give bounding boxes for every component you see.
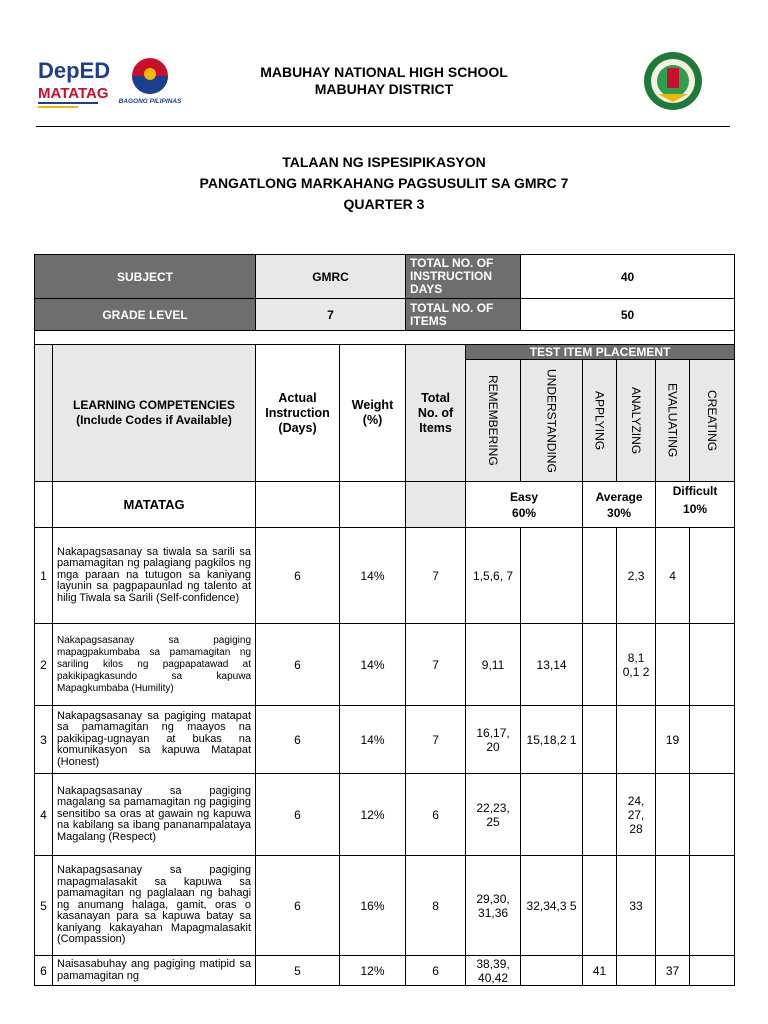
days-cell: 6 <box>256 774 340 856</box>
grade-row <box>35 299 735 331</box>
competencies-header: LEARNING COMPETENCIES (Include Codes if Available) <box>53 345 256 482</box>
matatag-logo-text: MATATAG <box>38 85 109 102</box>
grade-value: 7 <box>256 299 406 331</box>
evaluating-cell <box>656 624 690 706</box>
applying-cell <box>583 528 617 624</box>
total-cell: 7 <box>406 624 466 706</box>
remembering-cell: 22,23, 25 <box>466 774 521 856</box>
placement-header-row <box>35 345 735 360</box>
total-cell: 7 <box>406 528 466 624</box>
difficult-percent: 10% <box>683 502 708 516</box>
school-name: MABUHAY NATIONAL HIGH SCHOOL <box>260 64 508 80</box>
understanding-cell: 13,14 <box>521 624 583 706</box>
competency-text: Nakapagsasanay sa pagiging mapagpakumbaba sa pamamagitan ng sariling kilos ng pagpapatawad at pakikipagkasundo sa kapuwa Mapagkumbaba (Humility) <box>53 624 256 706</box>
difficult-label: Difficult <box>672 484 718 498</box>
title-line-1: TALAAN NG ISPESIPIKASYON <box>282 154 486 170</box>
average-percent: 30% <box>607 505 632 520</box>
analyzing-cell: 8,1 0,1 2 <box>617 624 656 706</box>
average-label: Average <box>595 489 643 504</box>
understanding-cell: 15,18,2 1 <box>521 706 583 774</box>
school-seal-logo <box>636 50 710 112</box>
remembering-cell: 9,11 <box>466 624 521 706</box>
understanding-cell <box>521 956 583 986</box>
weight-header: Weight (%) <box>340 345 406 482</box>
analyzing-header: ANALYZING <box>617 360 656 482</box>
difficult-cell <box>656 482 735 528</box>
competency-text: Nakapagsasanay sa pagiging magalang sa pamamagitan ng pagiging sensitibo sa oras at gawain ng kapuwa na kabilang sa ibang pananampalataya Magalang (Respect) <box>53 774 256 856</box>
title-line-3: QUARTER 3 <box>343 196 425 212</box>
bagong-pilipinas-text: BAGONG PILIPINAS <box>118 98 182 105</box>
header-rule <box>36 126 730 127</box>
competency-text: Nakapagsasanay sa tiwala sa sarili sa pamamagitan ng palagiang pagkilos ng mga paraan na tutugon sa kaniyang layunin sa pagpapaunlad ng talento at hilig Tiwala sa Sarili (Self-confidence) <box>53 528 256 624</box>
competency-text: Nakapagsasanay sa pagiging matapat sa pamamagitan ng maayos na pakikipag-ugnayan at bukas na komunikasyon sa kapuwa Matapat (Honest) <box>53 706 256 774</box>
evaluating-header: EVALUATING <box>656 360 690 482</box>
creating-cell <box>690 956 735 986</box>
days-cell: 5 <box>256 956 340 986</box>
evaluating-cell <box>656 856 690 956</box>
competency-text: Nakapagsasanay sa pagiging mapagmalasakit sa kapuwa sa pamamagitan ng paglalaan ng bahagi ng anumang halaga, gamit, oras o kasanayan para sa kapuwa batay sa kaniyang kakayahan Mapagmalasakit (Compassion) <box>53 856 256 956</box>
table-row <box>35 624 735 706</box>
days-value: 40 <box>521 255 735 299</box>
applying-cell <box>583 706 617 774</box>
analyzing-cell <box>617 956 656 986</box>
weight-cell: 14% <box>340 624 406 706</box>
row-number: 3 <box>35 706 53 774</box>
spacer-row <box>35 331 735 345</box>
average-cell <box>583 482 656 528</box>
row-number: 6 <box>35 956 53 986</box>
analyzing-cell: 24, 27, 28 <box>617 774 656 856</box>
days-cell: 6 <box>256 624 340 706</box>
weight-cell: 16% <box>340 856 406 956</box>
total-cell: 6 <box>406 956 466 986</box>
total-header: Total No. of Items <box>406 345 466 482</box>
weight-cell: 12% <box>340 774 406 856</box>
understanding-cell: 32,34,3 5 <box>521 856 583 956</box>
subject-label: SUBJECT <box>35 255 256 299</box>
remembering-cell: 29,30, 31,36 <box>466 856 521 956</box>
creating-cell <box>690 624 735 706</box>
section-label: MATATAG <box>53 482 256 528</box>
table-row <box>35 774 735 856</box>
remembering-header: REMEMBERING <box>466 360 521 482</box>
remembering-cell: 16,17, 20 <box>466 706 521 774</box>
placement-header: TEST ITEM PLACEMENT <box>466 345 735 360</box>
analyzing-cell: 2,3 <box>617 528 656 624</box>
analyzing-cell <box>617 706 656 774</box>
applying-header: APPLYING <box>583 360 617 482</box>
table-row <box>35 856 735 956</box>
creating-cell <box>690 774 735 856</box>
understanding-cell <box>521 774 583 856</box>
document-header <box>0 0 768 130</box>
days-cell: 6 <box>256 706 340 774</box>
deped-logo-text: DepED <box>38 58 111 83</box>
subject-row <box>35 255 735 299</box>
total-cell: 7 <box>406 706 466 774</box>
applying-cell <box>583 624 617 706</box>
creating-cell <box>690 706 735 774</box>
section-row <box>35 482 735 528</box>
evaluating-cell <box>656 774 690 856</box>
evaluating-cell: 37 <box>656 956 690 986</box>
remembering-cell: 38,39, 40,42 <box>466 956 521 986</box>
days-cell: 6 <box>256 528 340 624</box>
applying-cell <box>583 856 617 956</box>
document-titles <box>0 152 768 215</box>
weight-cell: 14% <box>340 528 406 624</box>
competency-text: Naisasabuhay ang pagiging matipid sa pamamagitan ng <box>53 956 256 986</box>
grade-label: GRADE LEVEL <box>35 299 256 331</box>
applying-cell <box>583 774 617 856</box>
table-row <box>35 706 735 774</box>
items-label: TOTAL NO. OF ITEMS <box>406 299 521 331</box>
title-line-2: PANGATLONG MARKAHANG PAGSUSULIT SA GMRC 7 <box>199 175 569 191</box>
district-name: MABUHAY DISTRICT <box>314 81 454 97</box>
analyzing-cell: 33 <box>617 856 656 956</box>
understanding-cell <box>521 528 583 624</box>
row-number: 1 <box>35 528 53 624</box>
evaluating-cell: 19 <box>656 706 690 774</box>
subject-value: GMRC <box>256 255 406 299</box>
creating-header: CREATING <box>690 360 735 482</box>
creating-cell <box>690 528 735 624</box>
row-number: 5 <box>35 856 53 956</box>
applying-cell: 41 <box>583 956 617 986</box>
understanding-header: UNDERSTANDING <box>521 360 583 482</box>
table-row <box>35 528 735 624</box>
days-label: TOTAL NO. OF INSTRUCTION DAYS <box>406 255 521 299</box>
evaluating-cell: 4 <box>656 528 690 624</box>
row-number: 2 <box>35 624 53 706</box>
creating-cell <box>690 856 735 956</box>
remembering-cell: 1,5,6, 7 <box>466 528 521 624</box>
days-cell: 6 <box>256 856 340 956</box>
total-cell: 8 <box>406 856 466 956</box>
easy-cell <box>466 482 583 528</box>
weight-cell: 12% <box>340 956 406 986</box>
total-cell: 6 <box>406 774 466 856</box>
easy-label: Easy <box>510 489 539 504</box>
items-value: 50 <box>521 299 735 331</box>
weight-cell: 14% <box>340 706 406 774</box>
easy-percent: 60% <box>512 505 537 520</box>
table-row <box>35 956 735 986</box>
days-header: Actual Instruction (Days) <box>256 345 340 482</box>
row-number: 4 <box>35 774 53 856</box>
table-of-specifications <box>34 254 735 986</box>
